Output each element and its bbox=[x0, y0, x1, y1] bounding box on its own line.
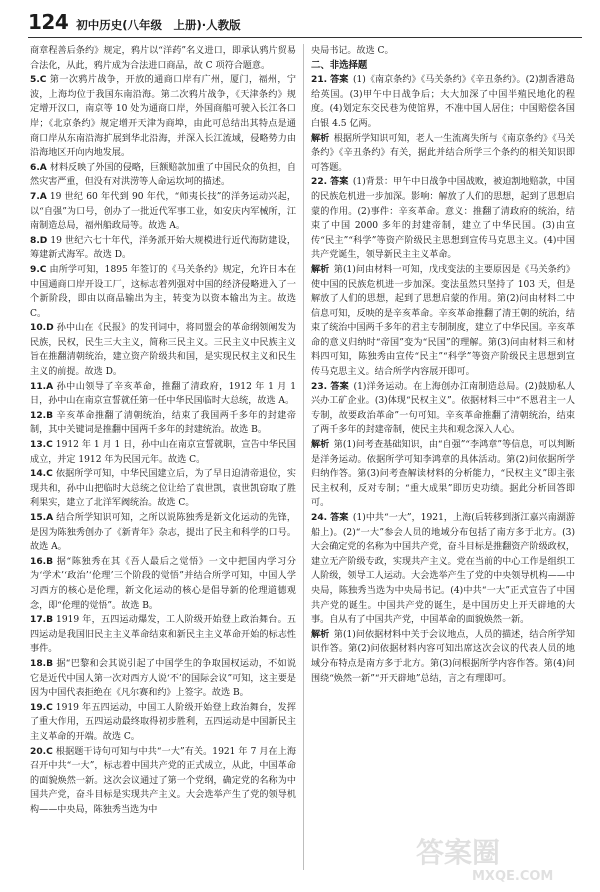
entry-text: 据“陈独秀在其《吾人最后之觉悟》一文中把国内学习分为‘学术’‘政治’‘伦理’三个阶段的觉悟”并结合所学可知，中国人学习西方的核心是伦理，新文化运动的核心是倡导新的伦理道德观念，即“伦理的觉悟”。故选 B。 bbox=[30, 556, 296, 611]
entry-text: (1)中共“一大”，1921，上海(后转移到浙江嘉兴南湖游船上)。(2)“一大”参会人员的地域分布包括了南方多于北方。(3)大会确定党的名称为中国共产党，奋斗目标是推翻资产阶级政权，建立无产阶级专政，实现共产主义。党在当前的中心工作是组织工人阶级，领导工人运动。大会选举产生了党的中央领导机构——中央局，陈独秀当选为中央局书记。(4)中共“一大”正式宣告了中国共产党的诞生。中国共产党的诞生，是中国历史上开天辟地的大事。自从有了中国共产党，中国革命的面貌焕然一新。 bbox=[311, 513, 575, 626]
answer-entry bbox=[30, 321, 296, 379]
question-number: 10.D bbox=[30, 323, 54, 334]
question-number: 23. bbox=[311, 381, 328, 392]
entry-text: (1)洋务运动。在上海创办江南制造总局。(2)鼓励私人兴办工矿企业。(3)体现“民权主义”。依据材料三中“不恩君主一人专制，故要政治革命”一句可知。辛亥革命推翻了清朝统治，结束了两千多年的封建帝制，使民主共和观念深入人心。 bbox=[311, 381, 575, 436]
section-heading: 二、非选择题 bbox=[311, 59, 368, 71]
entry-text: 依据所学可知，中华民国建立后，为了早日迫清帝退位，实现共和，孙中山把临时大总统之位让给了袁世凯，袁世凯窃取了胜利果实，建立了北洋军阀统治。故选 C。 bbox=[30, 469, 296, 509]
answer-entry bbox=[311, 175, 575, 263]
answer-entry bbox=[30, 44, 296, 73]
question-number: 20.C bbox=[30, 746, 53, 757]
watermark-subtext: MXQE.COM bbox=[472, 869, 554, 884]
entry-text: 央局书记。故选 C。 bbox=[311, 46, 394, 56]
question-number: 19.C bbox=[30, 702, 53, 713]
question-number: 11.A bbox=[30, 381, 54, 392]
entry-text: 1912 年 1 月 1 日，孙中山在南京宣誓就职，宣告中华民国成立，并定 1912 年为民国元年。故选 C。 bbox=[30, 440, 296, 465]
page-number: 124 bbox=[28, 10, 69, 34]
question-number: 12.B bbox=[30, 410, 54, 421]
answer-entry bbox=[30, 380, 296, 409]
right-column bbox=[311, 44, 575, 878]
question-number: 22. bbox=[311, 177, 328, 188]
analysis-label: 解析 bbox=[311, 440, 330, 451]
entry-text: 第(1)问依据材料中关于会议地点，人员的描述，结合所学知识作答。第(2)问依据材料内容可知出席这次会议的代表人员的地域分布特点是南方多于北方。第(3)问根据所学内容作答。第(4)问围绕“焕然一新”“开天辟地”总结，言之有理即可。 bbox=[311, 629, 575, 684]
question-number: 5.C bbox=[30, 75, 47, 86]
question-number: 17.B bbox=[30, 615, 54, 626]
header-rule bbox=[28, 37, 582, 38]
question-number: 18.B bbox=[30, 658, 54, 669]
question-number: 24. bbox=[311, 513, 328, 523]
entry-text: 19 世纪六七十年代，洋务派开始大规模进行近代海防建设，筹建新式海军。故选 D。 bbox=[30, 235, 296, 261]
entry-text: 1919 年，五四运动爆发，工人阶级开始登上政治舞台。五四运动是我国旧民主主义革命结束和新民主主义革命开始的标志性事件。 bbox=[30, 615, 296, 655]
entry-text: 据“巴黎和会其说引起了中国学生的争取国权运动，不如说它是近代中国人第一次对西方人说‘不’的国际会议”可知，这主要是因为中国代表拒绝在《凡尔赛和约》上签字。故选 B。 bbox=[30, 658, 296, 699]
entry-text: 辛亥革命推翻了清朝统治，结束了我国两千多年的封建帝制，其中关键词是推翻中国两千多年的封建统治。故选 B。 bbox=[30, 410, 296, 436]
answer-entry bbox=[30, 657, 296, 701]
question-number: 6.A bbox=[30, 162, 47, 173]
entry-text: 19 世纪 60 年代到 90 年代，“师夷长技”的洋务运动兴起，以“自强”为口号，创办了一批近代军事工业，如安庆内军械所，江南制造总局，福州船政局等。故选 A。 bbox=[30, 191, 296, 232]
answer-entry bbox=[30, 263, 296, 321]
answer-label: 答案 bbox=[330, 513, 349, 523]
answer-entry bbox=[30, 73, 296, 161]
entry-text: 1919 年五四运动，中国工人阶级开始登上政治舞台，发挥了重大作用，五四运动最终取得初步胜利，五四运动是中国新民主主义革命的开端。故选 C。 bbox=[30, 702, 296, 742]
answer-entry bbox=[311, 44, 575, 59]
entry-text: 材料反映了外国的侵略，巨额赔款加重了中国民众的负担，自然灾害严重，但没有对洪涝等人命运坎坷的描述。 bbox=[30, 162, 296, 188]
answer-entry bbox=[30, 409, 296, 438]
answer-entry bbox=[311, 380, 575, 438]
entry-text: (1)《南京条约》《马关条约》《辛丑条约》。(2)割香港岛给英国。(3)甲午中日战争后；大大加深了中国半殖民地化的程度。(4)划定东交民巷为使馆界，不准中国人居住；中国赔偿各国白银 4.5 亿两。 bbox=[311, 75, 575, 129]
entry-text: 结合所学知识可知，之所以说陈独秀是新文化运动的先锋，是因为陈独秀创办了《新青年》杂志，提出了民主和科学的口号。故选 A。 bbox=[30, 513, 296, 553]
answer-entry bbox=[311, 511, 575, 628]
answer-entry bbox=[30, 467, 296, 511]
answer-entry bbox=[30, 613, 296, 657]
answer-entry bbox=[30, 745, 296, 818]
question-number: 8.D bbox=[30, 235, 48, 246]
column-divider bbox=[303, 44, 304, 870]
answer-label: 答案 bbox=[330, 177, 349, 188]
question-number: 16.B bbox=[30, 556, 54, 567]
answer-label: 答案 bbox=[330, 381, 349, 392]
entry-text: (1)背景：甲午中日战争中国战败，被迫割地赔款，中国的民族危机进一步加深。影响：解放了人们的思想，起到了思想启蒙的作用。(2)事件：辛亥革命。意义：推翻了清政府的统治，结束了中国 2000 多年的封建帝制，建立了中华民国。(3)由宣传“民主”“科学”等资产阶级民主思想到宣传马克思主义。(4)中国共产党诞生，领导新民主主义革命。 bbox=[311, 177, 575, 261]
question-number: 21. bbox=[311, 75, 328, 86]
question-number: 9.C bbox=[30, 264, 47, 275]
answer-entry bbox=[311, 438, 575, 511]
analysis-label: 解析 bbox=[311, 264, 330, 275]
book-title: 初中历史(八年级 上册)·人教版 bbox=[76, 18, 241, 32]
entry-text: 孙中山在《民报》的发刊词中，将同盟会的革命纲领阐发为民族，民权，民生三大主义，简称三民主义。三民主义中民族主义旨在推翻清朝统治，建立资产阶级共和国，是实现民权主义和民生主义的前提。故选 D。 bbox=[30, 323, 296, 378]
entry-text: 第(1)问考查基础知识，由“自强”“李鸿章”等信息，可以判断是洋务运动。依据所学可知李鸿章的具体活动。第(2)问依据所学归纳作答。第(3)问考查解读材料的分析能力，“民权主义”即主张民主权利，反对专制；“重大成果”即历史功绩。据此分析回答即可。 bbox=[311, 440, 575, 509]
question-number: 14.C bbox=[30, 469, 53, 480]
entry-text: 商章程善后条约》规定，鸦片以“洋药”名义进口，即承认鸦片贸易合法化，从此，鸦片成为合法进口商品，故 C 项符合题意。 bbox=[30, 46, 296, 71]
analysis-label: 解析 bbox=[311, 629, 330, 640]
entry-text: 第(1)问由材料一可知，戊戌变法的主要原因是《马关条约》使中国的民族危机进一步加深。变法虽然只坚持了 103 天，但是解放了人们的思想，起到了思想启蒙的作用。第(2)问由材料二中信息可知，反映的是辛亥革命。辛亥革命推翻了清王朝的统治，结束了统治中国两千多年的君主专制制度，建立了中华民国。辛亥革命的意义归纳时“帝国”变为“民国”的理解。第(3)问由材料三和材料四可知，陈独秀由宣传“民主”“科学”等资产阶级民主思想到宣传马克思主义。结合所学内容展开即可。 bbox=[311, 264, 575, 378]
answer-label: 答案 bbox=[330, 75, 349, 86]
answer-entry bbox=[311, 263, 575, 380]
answer-entry bbox=[311, 628, 575, 686]
page-header bbox=[28, 10, 241, 34]
watermark-text: 答案圈 bbox=[416, 836, 501, 869]
answer-entry bbox=[30, 511, 296, 555]
entry-text: 根据所学知识可知，老人一生流离失所与《南京条约》《马关条约》《辛丑条约》有关，据此并结合所学三个条约的相关知识即可答题。 bbox=[311, 133, 575, 173]
question-number: 7.A bbox=[30, 191, 47, 202]
answer-entry bbox=[30, 161, 296, 190]
entry-text: 根据题干诗句可知与中共“一大”有关。1921 年 7 月在上海召开中共“一大”，标志着中国共产党的正式成立，从此，中国革命的面貌焕然一新。这次会议通过了第一个党纲，确定党的名称为中国共产党，奋斗目标是实现共产主义。大会选举产生了党的领导机构——中央局，陈独秀当选为中 bbox=[30, 746, 296, 815]
answer-entry bbox=[30, 234, 296, 263]
entry-text: 第一次鸦片战争，开放的通商口岸有广州，厦门，福州，宁波，上海均位于我国东南沿海。第二次鸦片战争，《天津条约》规定增开汉口，南京等 10 处为通商口岸，外国商船可驶入长江各口岸；《北京条约》规定增开天津为商埠，由此可总结出其特点是通商口岸从东南沿海扩展到华北沿海，并深入长江流域，侵略势力由沿海地区开向内地发展。 bbox=[30, 75, 296, 159]
question-number: 13.C bbox=[30, 440, 53, 451]
entry-text: 由所学可知，1895 年签订的《马关条约》规定，允许日本在中国通商口岸开设工厂，这标志着列强对中国的经济侵略进入了一个新阶段，即由以商品输出为主，转变为以资本输出为主。故选 C。 bbox=[30, 264, 296, 319]
left-column bbox=[30, 44, 296, 878]
answer-entry bbox=[30, 190, 296, 234]
analysis-label: 解析 bbox=[311, 133, 330, 144]
answer-entry bbox=[311, 73, 575, 131]
answer-entry bbox=[30, 438, 296, 467]
answer-entry bbox=[30, 701, 296, 745]
answer-entry bbox=[30, 555, 296, 613]
answer-entry bbox=[311, 132, 575, 176]
question-number: 15.A bbox=[30, 513, 54, 523]
entry-text: 孙中山领导了辛亥革命，推翻了清政府，1912 年 1 月 1 日，孙中山在南京宣誓就任第一任中华民国临时大总统，故选 A。 bbox=[30, 381, 296, 407]
